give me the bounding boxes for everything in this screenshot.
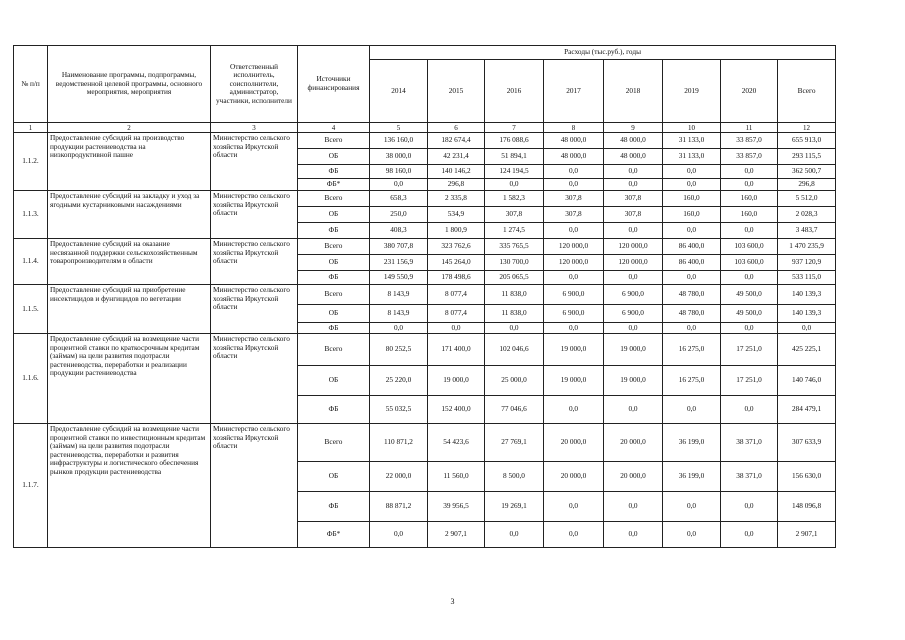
year-value: 17 251,0 bbox=[721, 366, 778, 396]
year-value: 323 762,6 bbox=[428, 239, 485, 255]
year-value: 0,0 bbox=[544, 179, 604, 191]
funding-source: ФБ bbox=[298, 396, 370, 424]
year-value: 250,0 bbox=[370, 207, 428, 223]
table-row bbox=[14, 334, 836, 366]
year-value: 48 000,0 bbox=[604, 149, 663, 165]
year-value: 48 000,0 bbox=[604, 133, 663, 149]
year-value: 33 857,0 bbox=[721, 133, 778, 149]
header-year: 2019 bbox=[663, 60, 721, 123]
year-value: 124 194,5 bbox=[485, 165, 544, 179]
year-value: 120 000,0 bbox=[604, 239, 663, 255]
year-value: 48 000,0 bbox=[544, 133, 604, 149]
table-row bbox=[14, 239, 836, 255]
total-value: 296,8 bbox=[778, 179, 836, 191]
year-value: 136 160,0 bbox=[370, 133, 428, 149]
year-value: 408,3 bbox=[370, 223, 428, 239]
year-value: 0,0 bbox=[604, 165, 663, 179]
year-value: 33 857,0 bbox=[721, 149, 778, 165]
year-value: 22 000,0 bbox=[370, 462, 428, 492]
year-value: 0,0 bbox=[370, 522, 428, 548]
year-value: 20 000,0 bbox=[544, 424, 604, 462]
year-value: 19 000,0 bbox=[428, 366, 485, 396]
total-value: 156 630,0 bbox=[778, 462, 836, 492]
year-value: 6 900,0 bbox=[604, 305, 663, 323]
year-value: 120 000,0 bbox=[544, 255, 604, 271]
measure-executor: Министерство сельского хозяйства Иркутской области bbox=[211, 424, 298, 548]
total-value: 655 913,0 bbox=[778, 133, 836, 149]
year-value: 0,0 bbox=[544, 271, 604, 285]
funding-source: ОБ bbox=[298, 255, 370, 271]
year-value: 6 900,0 bbox=[544, 285, 604, 305]
year-value: 120 000,0 bbox=[544, 239, 604, 255]
header-executor: Ответственный исполнитель, соисполнители, администратор, участники, исполнители bbox=[211, 46, 298, 123]
year-value: 8 077,4 bbox=[428, 285, 485, 305]
year-value: 0,0 bbox=[485, 179, 544, 191]
funding-source: ОБ bbox=[298, 366, 370, 396]
year-value: 0,0 bbox=[663, 223, 721, 239]
header-year: 2014 bbox=[370, 60, 428, 123]
year-value: 20 000,0 bbox=[604, 424, 663, 462]
year-value: 51 894,1 bbox=[485, 149, 544, 165]
year-value: 86 400,0 bbox=[663, 255, 721, 271]
total-value: 1 470 235,9 bbox=[778, 239, 836, 255]
total-value: 0,0 bbox=[778, 323, 836, 334]
expenses-table bbox=[13, 45, 836, 548]
header-source: Источники финансирования bbox=[298, 46, 370, 123]
year-value: 0,0 bbox=[721, 223, 778, 239]
year-value: 20 000,0 bbox=[544, 462, 604, 492]
measure-name: Предоставление субсидий на приобретение инсектицидов и фунгицидов по вегетации bbox=[48, 285, 211, 334]
year-value: 140 146,2 bbox=[428, 165, 485, 179]
year-value: 80 252,5 bbox=[370, 334, 428, 366]
year-value: 88 871,2 bbox=[370, 492, 428, 522]
table-row bbox=[14, 285, 836, 305]
year-value: 160,0 bbox=[663, 191, 721, 207]
column-number: 11 bbox=[721, 123, 778, 133]
year-value: 534,9 bbox=[428, 207, 485, 223]
year-value: 0,0 bbox=[544, 223, 604, 239]
year-value: 171 400,0 bbox=[428, 334, 485, 366]
year-value: 0,0 bbox=[721, 179, 778, 191]
year-value: 49 500,0 bbox=[721, 285, 778, 305]
year-value: 160,0 bbox=[721, 191, 778, 207]
measure-name: Предоставление субсидий на закладку и уход за ягодными кустарниковыми насаждениями bbox=[48, 191, 211, 239]
total-value: 140 746,0 bbox=[778, 366, 836, 396]
total-value: 140 139,3 bbox=[778, 285, 836, 305]
funding-source: ФБ bbox=[298, 492, 370, 522]
year-value: 182 674,4 bbox=[428, 133, 485, 149]
measure-name: Предоставление субсидий на производство продукции растениеводства на низкопродуктивной пашне bbox=[48, 133, 211, 191]
year-value: 0,0 bbox=[370, 179, 428, 191]
measure-code: 1.1.7. bbox=[14, 424, 48, 548]
year-value: 19 000,0 bbox=[604, 366, 663, 396]
measure-executor: Министерство сельского хозяйства Иркутской области bbox=[211, 191, 298, 239]
year-value: 0,0 bbox=[721, 323, 778, 334]
year-value: 17 251,0 bbox=[721, 334, 778, 366]
year-value: 0,0 bbox=[544, 522, 604, 548]
year-value: 8 143,9 bbox=[370, 285, 428, 305]
year-value: 380 707,8 bbox=[370, 239, 428, 255]
year-value: 0,0 bbox=[721, 165, 778, 179]
table-row bbox=[14, 191, 836, 207]
year-value: 160,0 bbox=[663, 207, 721, 223]
year-value: 0,0 bbox=[721, 522, 778, 548]
year-value: 103 600,0 bbox=[721, 239, 778, 255]
year-value: 11 838,0 bbox=[485, 305, 544, 323]
year-value: 0,0 bbox=[604, 396, 663, 424]
measure-executor: Министерство сельского хозяйства Иркутской области bbox=[211, 334, 298, 424]
year-value: 48 000,0 bbox=[544, 149, 604, 165]
total-value: 307 633,9 bbox=[778, 424, 836, 462]
measure-code: 1.1.5. bbox=[14, 285, 48, 334]
measure-code: 1.1.6. bbox=[14, 334, 48, 424]
year-value: 6 900,0 bbox=[604, 285, 663, 305]
year-value: 19 000,0 bbox=[604, 334, 663, 366]
year-value: 16 275,0 bbox=[663, 334, 721, 366]
column-number: 12 bbox=[778, 123, 836, 133]
column-number: 10 bbox=[663, 123, 721, 133]
year-value: 11 838,0 bbox=[485, 285, 544, 305]
year-value: 0,0 bbox=[663, 179, 721, 191]
year-value: 38 371,0 bbox=[721, 462, 778, 492]
year-value: 42 231,4 bbox=[428, 149, 485, 165]
year-value: 160,0 bbox=[721, 207, 778, 223]
column-number: 6 bbox=[428, 123, 485, 133]
header-year: 2020 bbox=[721, 60, 778, 123]
year-value: 39 956,5 bbox=[428, 492, 485, 522]
total-value: 284 479,1 bbox=[778, 396, 836, 424]
funding-source: ФБ bbox=[298, 223, 370, 239]
year-value: 152 400,0 bbox=[428, 396, 485, 424]
measure-code: 1.1.3. bbox=[14, 191, 48, 239]
funding-source: ОБ bbox=[298, 462, 370, 492]
year-value: 54 423,6 bbox=[428, 424, 485, 462]
funding-source: Всего bbox=[298, 133, 370, 149]
header-name: Наименование программы, подпрограммы, ведомственной целевой программы, основного мероприятия, мероприятия bbox=[48, 46, 211, 123]
year-value: 31 133,0 bbox=[663, 133, 721, 149]
year-value: 1 274,5 bbox=[485, 223, 544, 239]
year-value: 335 765,5 bbox=[485, 239, 544, 255]
year-value: 38 371,0 bbox=[721, 424, 778, 462]
page-number: 3 bbox=[450, 597, 455, 606]
year-value: 27 769,1 bbox=[485, 424, 544, 462]
year-value: 110 871,2 bbox=[370, 424, 428, 462]
funding-source: Всего bbox=[298, 334, 370, 366]
total-value: 5 512,0 bbox=[778, 191, 836, 207]
year-value: 0,0 bbox=[663, 271, 721, 285]
year-value: 102 046,6 bbox=[485, 334, 544, 366]
funding-source: ФБ bbox=[298, 323, 370, 334]
year-value: 0,0 bbox=[544, 396, 604, 424]
column-number: 7 bbox=[485, 123, 544, 133]
year-value: 11 560,0 bbox=[428, 462, 485, 492]
measure-executor: Министерство сельского хозяйства Иркутской области bbox=[211, 239, 298, 285]
column-number: 5 bbox=[370, 123, 428, 133]
year-value: 49 500,0 bbox=[721, 305, 778, 323]
funding-source: ФБ* bbox=[298, 179, 370, 191]
year-value: 2 335,8 bbox=[428, 191, 485, 207]
year-value: 307,8 bbox=[604, 207, 663, 223]
year-value: 178 498,6 bbox=[428, 271, 485, 285]
column-number: 9 bbox=[604, 123, 663, 133]
header-year: 2017 bbox=[544, 60, 604, 123]
year-value: 0,0 bbox=[428, 323, 485, 334]
budget-sheet bbox=[13, 45, 835, 548]
year-value: 48 780,0 bbox=[663, 285, 721, 305]
year-value: 0,0 bbox=[663, 323, 721, 334]
year-value: 38 000,0 bbox=[370, 149, 428, 165]
year-value: 0,0 bbox=[604, 179, 663, 191]
year-value: 0,0 bbox=[604, 492, 663, 522]
year-value: 231 156,9 bbox=[370, 255, 428, 271]
year-value: 19 000,0 bbox=[544, 366, 604, 396]
year-value: 36 199,0 bbox=[663, 462, 721, 492]
header-number: № п/п bbox=[14, 46, 48, 123]
column-number: 4 bbox=[298, 123, 370, 133]
total-value: 425 225,1 bbox=[778, 334, 836, 366]
table-body bbox=[14, 133, 836, 548]
year-value: 296,8 bbox=[428, 179, 485, 191]
year-value: 19 000,0 bbox=[544, 334, 604, 366]
total-value: 140 139,3 bbox=[778, 305, 836, 323]
year-value: 98 160,0 bbox=[370, 165, 428, 179]
year-value: 31 133,0 bbox=[663, 149, 721, 165]
year-value: 36 199,0 bbox=[663, 424, 721, 462]
year-value: 6 900,0 bbox=[544, 305, 604, 323]
year-value: 658,3 bbox=[370, 191, 428, 207]
funding-source: ФБ bbox=[298, 271, 370, 285]
year-value: 8 077,4 bbox=[428, 305, 485, 323]
year-value: 25 220,0 bbox=[370, 366, 428, 396]
year-value: 0,0 bbox=[604, 271, 663, 285]
total-value: 937 120,9 bbox=[778, 255, 836, 271]
year-value: 2 907,1 bbox=[428, 522, 485, 548]
measure-code: 1.1.2. bbox=[14, 133, 48, 191]
year-value: 0,0 bbox=[485, 522, 544, 548]
funding-source: ОБ bbox=[298, 149, 370, 165]
funding-source: Всего bbox=[298, 424, 370, 462]
year-value: 0,0 bbox=[721, 492, 778, 522]
column-number: 3 bbox=[211, 123, 298, 133]
funding-source: ФБ* bbox=[298, 522, 370, 548]
year-value: 16 275,0 bbox=[663, 366, 721, 396]
measure-name: Предоставление субсидий на возмещение части процентной ставки по инвестиционным кредитам (займам) на цели развития подотрасли растениеводства, переработки и развития инфраструктуры и логистического обеспечения рынков продукции растениеводства bbox=[48, 424, 211, 548]
year-value: 48 780,0 bbox=[663, 305, 721, 323]
year-value: 1 582,3 bbox=[485, 191, 544, 207]
year-value: 0,0 bbox=[604, 223, 663, 239]
year-value: 0,0 bbox=[544, 165, 604, 179]
total-value: 2 028,3 bbox=[778, 207, 836, 223]
header-total: Всего bbox=[778, 60, 836, 123]
year-value: 307,8 bbox=[604, 191, 663, 207]
total-value: 3 483,7 bbox=[778, 223, 836, 239]
year-value: 0,0 bbox=[544, 492, 604, 522]
year-value: 145 264,0 bbox=[428, 255, 485, 271]
column-number: 8 bbox=[544, 123, 604, 133]
year-value: 307,8 bbox=[544, 207, 604, 223]
year-value: 0,0 bbox=[604, 323, 663, 334]
year-value: 0,0 bbox=[604, 522, 663, 548]
total-value: 293 115,5 bbox=[778, 149, 836, 165]
year-value: 20 000,0 bbox=[604, 462, 663, 492]
year-value: 0,0 bbox=[544, 323, 604, 334]
funding-source: Всего bbox=[298, 285, 370, 305]
year-value: 25 000,0 bbox=[485, 366, 544, 396]
funding-source: Всего bbox=[298, 191, 370, 207]
year-value: 0,0 bbox=[485, 323, 544, 334]
funding-source: ФБ bbox=[298, 165, 370, 179]
year-value: 55 032,5 bbox=[370, 396, 428, 424]
year-value: 8 143,9 bbox=[370, 305, 428, 323]
header-year: 2016 bbox=[485, 60, 544, 123]
year-value: 1 800,9 bbox=[428, 223, 485, 239]
year-value: 103 600,0 bbox=[721, 255, 778, 271]
header-year: 2015 bbox=[428, 60, 485, 123]
year-value: 8 500,0 bbox=[485, 462, 544, 492]
measure-name: Предоставление субсидий на оказание несвязанной поддержки сельскохозяйственным товаропроизводителям в области bbox=[48, 239, 211, 285]
year-value: 0,0 bbox=[721, 271, 778, 285]
year-value: 19 269,1 bbox=[485, 492, 544, 522]
year-value: 176 088,6 bbox=[485, 133, 544, 149]
total-value: 2 907,1 bbox=[778, 522, 836, 548]
measure-executor: Министерство сельского хозяйства Иркутской области bbox=[211, 133, 298, 191]
column-number: 2 bbox=[48, 123, 211, 133]
year-value: 0,0 bbox=[663, 492, 721, 522]
year-value: 307,8 bbox=[485, 207, 544, 223]
year-value: 205 065,5 bbox=[485, 271, 544, 285]
year-value: 0,0 bbox=[663, 522, 721, 548]
year-value: 149 550,9 bbox=[370, 271, 428, 285]
measure-executor: Министерство сельского хозяйства Иркутской области bbox=[211, 285, 298, 334]
measure-code: 1.1.4. bbox=[14, 239, 48, 285]
year-value: 130 700,0 bbox=[485, 255, 544, 271]
funding-source: ОБ bbox=[298, 207, 370, 223]
total-value: 148 096,8 bbox=[778, 492, 836, 522]
year-value: 307,8 bbox=[544, 191, 604, 207]
measure-name: Предоставление субсидий на возмещение части процентной ставки по краткосрочным кредитам (займам) на цели развития подотрасли растениеводства, переработки и реализации продукции растениеводства bbox=[48, 334, 211, 424]
year-value: 86 400,0 bbox=[663, 239, 721, 255]
year-value: 0,0 bbox=[370, 323, 428, 334]
column-numbers-row bbox=[14, 123, 836, 133]
year-value: 0,0 bbox=[721, 396, 778, 424]
funding-source: Всего bbox=[298, 239, 370, 255]
total-value: 533 115,0 bbox=[778, 271, 836, 285]
funding-source: ОБ bbox=[298, 305, 370, 323]
header-expenses: Расходы (тыс.руб.), годы bbox=[370, 46, 836, 60]
year-value: 77 046,6 bbox=[485, 396, 544, 424]
total-value: 362 500,7 bbox=[778, 165, 836, 179]
header-year: 2018 bbox=[604, 60, 663, 123]
year-value: 0,0 bbox=[663, 396, 721, 424]
year-value: 0,0 bbox=[663, 165, 721, 179]
table-row bbox=[14, 424, 836, 462]
year-value: 120 000,0 bbox=[604, 255, 663, 271]
column-number: 1 bbox=[14, 123, 48, 133]
table-row bbox=[14, 133, 836, 149]
